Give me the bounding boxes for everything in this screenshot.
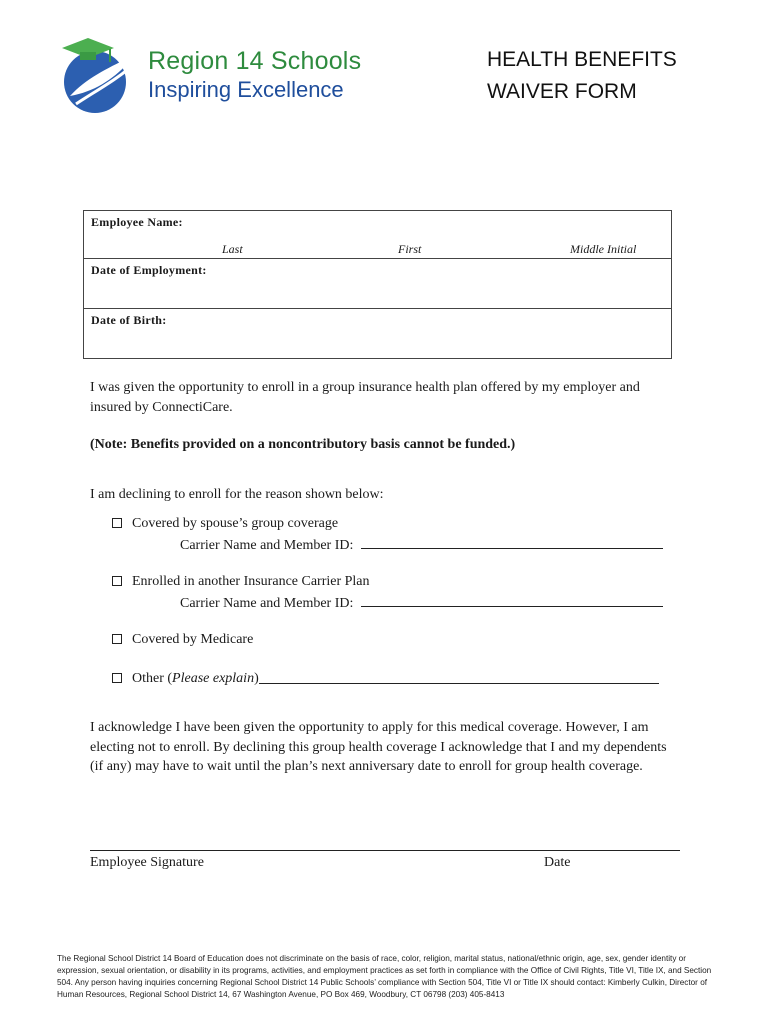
nondiscrimination-footer: The Regional School District 14 Board of Education does not discriminate on the basis of race, color, religion, marital status, national/ethnic origin, age, sex, gender identity or expression, sexual orientation, or disability in its programs, activities, and employment practices as set forth in compliance with the Office of Civil Rights, Title VI, Title IX, and Section 504. Any person having inquiries concerning Regional School District 14 Public Schools’ compliance with Section 504, Title VI or Title IX should contact: Kimberly Culkin, Director of Human Resources, Regional School District 14, 67 Washington Avenue, PO Box 469, Woodbury, CT 06798 (203) 405-8413 <box>57 954 712 999</box>
logo-name: Region 14 Schools <box>148 47 362 75</box>
checkbox-other-carrier[interactable] <box>112 576 122 586</box>
option-other <box>112 669 659 689</box>
date-of-employment-label: Date of Employment: <box>91 263 207 277</box>
date-label: Date <box>544 855 571 870</box>
option-other-explain-field[interactable] <box>259 669 659 684</box>
logo-text <box>148 46 361 104</box>
option-medicare <box>112 630 253 650</box>
checkbox-spouse-coverage[interactable] <box>112 518 122 528</box>
option-other-carrier-label: Enrolled in another Insurance Carrier Plan <box>132 574 370 589</box>
option-medicare-label: Covered by Medicare <box>132 632 254 647</box>
option2-carrier-label: Carrier Name and Member ID: <box>180 596 354 611</box>
option-other-italic: Please explain <box>172 671 255 686</box>
date-of-birth-label: Date of Birth: <box>91 313 167 327</box>
first-name-label: First <box>398 242 422 256</box>
logo-tagline: Inspiring Excellence <box>148 77 344 102</box>
date-of-employment-row[interactable] <box>84 259 671 309</box>
date-of-birth-row[interactable] <box>84 309 671 359</box>
signature-line[interactable] <box>90 850 680 851</box>
form-title-line1: HEALTH BENEFITS <box>487 48 677 71</box>
option-other-carrier <box>112 572 370 592</box>
note-paragraph: (Note: Benefits provided on a noncontributory basis cannot be funded.) <box>90 437 516 452</box>
form-title-line2: WAIVER FORM <box>487 80 637 103</box>
intro-paragraph: I was given the opportunity to enroll in a group insurance health plan offered by my employer and insured by ConnectiCare. <box>90 380 640 415</box>
option2-carrier-field[interactable] <box>361 592 663 607</box>
option-other-prefix: Other ( <box>132 671 173 686</box>
option-other-suffix: ) <box>254 671 259 686</box>
option1-carrier-row <box>180 534 663 556</box>
globe-graduation-cap-icon <box>58 36 140 116</box>
employee-info-table <box>83 210 672 359</box>
acknowledge-paragraph: I acknowledge I have been given the opportunity to apply for this medical coverage. However, I am electing not to enroll. By declining this group health coverage I acknowledge that I and my dependents (if any) may have to wait until the plan’s next anniversary date to enroll for group health coverage. <box>90 720 667 774</box>
option-spouse-coverage-label: Covered by spouse’s group coverage <box>132 516 339 531</box>
middle-initial-label: Middle Initial <box>570 242 637 256</box>
district-logo <box>58 36 428 116</box>
form-title <box>487 44 677 108</box>
declining-paragraph: I am declining to enroll for the reason shown below: <box>90 487 384 502</box>
option2-carrier-row <box>180 592 663 614</box>
option1-carrier-field[interactable] <box>361 534 663 549</box>
employee-name-label: Employee Name: <box>91 215 183 229</box>
last-name-label: Last <box>222 242 243 256</box>
option1-carrier-label: Carrier Name and Member ID: <box>180 538 354 553</box>
checkbox-other[interactable] <box>112 673 122 683</box>
option-spouse-coverage <box>112 514 338 534</box>
employee-signature-label: Employee Signature <box>90 855 204 870</box>
checkbox-medicare[interactable] <box>112 634 122 644</box>
employee-name-row[interactable] <box>84 211 671 259</box>
